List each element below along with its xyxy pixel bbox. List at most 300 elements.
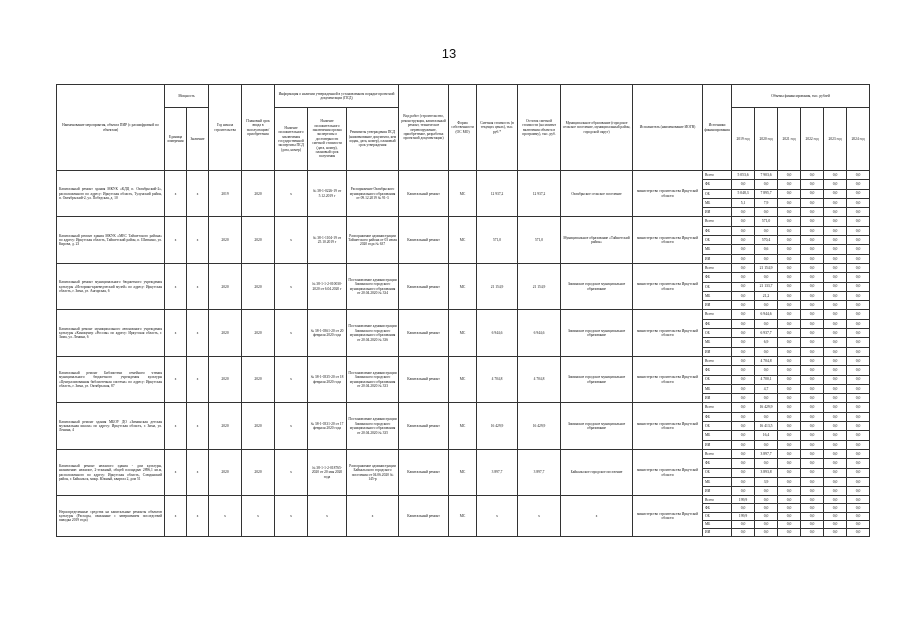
funding-amount: 0,0 — [732, 180, 755, 189]
col-volumes: Объемы финансирования, тыс. рублей — [732, 85, 870, 108]
funding-amount: 0,0 — [847, 504, 870, 512]
funding-amount: 0,0 — [847, 291, 870, 300]
funding-source: МБ — [703, 338, 732, 347]
capacity-unit: х — [165, 263, 187, 309]
remaining-cost: 21 154,9 — [518, 263, 561, 309]
funding-amount: 0,0 — [824, 245, 847, 254]
funding-amount: 0,0 — [801, 477, 824, 486]
expertise-conclusion: х — [275, 263, 308, 309]
funding-amount: 0,0 — [847, 301, 870, 310]
funding-amount: 0,0 — [847, 338, 870, 347]
funding-amount: 0,0 — [732, 273, 755, 282]
funding-amount: 0,0 — [801, 422, 824, 431]
funding-amount: 0,0 — [755, 301, 778, 310]
funding-amount: 0,0 — [732, 412, 755, 421]
funding-amount: 0,0 — [778, 236, 801, 245]
col-source: Источники финансирования — [703, 85, 732, 171]
funding-amount: 0,0 — [824, 226, 847, 235]
funding-amount: 0,0 — [732, 263, 755, 272]
table-row — [57, 171, 870, 180]
funding-amount: 0,0 — [755, 273, 778, 282]
funding-amount: 0,0 — [732, 422, 755, 431]
funding-amount: 0,0 — [778, 171, 801, 180]
funding-amount: 0,0 — [847, 263, 870, 272]
table-row — [57, 310, 870, 319]
funding-amount: 0,0 — [778, 366, 801, 375]
funding-source: ОБ — [703, 329, 732, 338]
funding-amount: 0,0 — [824, 310, 847, 319]
col-ownership: Форма собственности (ОС МО) — [449, 85, 477, 171]
reliability-conclusion: № 38-1-0361-20 от 20 февраля 2020 года — [308, 310, 347, 356]
funding-amount: 0,0 — [847, 384, 870, 393]
funding-amount: 0,6 — [755, 245, 778, 254]
expertise-conclusion: х — [275, 217, 308, 263]
funding-source: ИИ — [703, 254, 732, 263]
funding-amount: 0,0 — [847, 329, 870, 338]
funding-amount: 3 897,7 — [755, 449, 778, 458]
funding-amount: 0,0 — [732, 217, 755, 226]
table-row — [57, 217, 870, 226]
funding-amount: 6 944,6 — [755, 310, 778, 319]
work-type: Капитальный ремонт — [399, 356, 449, 402]
funding-source: ИИ — [703, 528, 732, 536]
executor: министерство строительства Иркутской области — [633, 449, 703, 495]
remaining-cost: 12 937,2 — [518, 171, 561, 217]
funding-amount: 0,0 — [847, 236, 870, 245]
funding-amount: 0,0 — [801, 412, 824, 421]
funding-source: ФБ — [703, 226, 732, 235]
executor: министерство строительства Иркутской области — [633, 356, 703, 402]
funding-amount: 0,0 — [755, 459, 778, 468]
reliability-conclusion: № 38-1-1104-19 от 25.10.2019 г — [308, 217, 347, 263]
funding-amount: 0,0 — [732, 338, 755, 347]
col-year: 2024 год — [847, 108, 870, 171]
funding-amount: 0,0 — [824, 291, 847, 300]
funding-amount: 0,0 — [755, 226, 778, 235]
funding-amount: 0,0 — [755, 487, 778, 496]
funding-amount: 0,0 — [755, 412, 778, 421]
funding-source: МБ — [703, 431, 732, 440]
funding-amount: 0,0 — [732, 468, 755, 477]
funding-amount: 0,0 — [847, 449, 870, 458]
funding-amount: 5 048,3 — [732, 189, 755, 198]
municipality: Зиминское городское муниципальное образование — [561, 403, 633, 449]
funding-amount: 0,0 — [824, 520, 847, 528]
funding-amount: 0,0 — [801, 496, 824, 504]
funding-amount: 0,0 — [778, 347, 801, 356]
funding-amount: 4,7 — [755, 384, 778, 393]
build-year: 2019 — [209, 171, 242, 217]
funding-amount: 0,0 — [801, 301, 824, 310]
funding-amount: 0,0 — [824, 254, 847, 263]
funding-amount: 0,0 — [755, 319, 778, 328]
col-psd: Реквизиты утверждения ПСД (наименование документа, кем издан, дата, номер), плановый срок утверждения — [347, 108, 399, 171]
funding-amount: 0,0 — [801, 226, 824, 235]
col-year: 2022 год — [801, 108, 824, 171]
funding-amount: 6,9 — [755, 338, 778, 347]
funding-amount: 0,0 — [732, 487, 755, 496]
funding-amount: 0,0 — [847, 319, 870, 328]
funding-amount: 0,0 — [847, 512, 870, 520]
funding-amount: 0,0 — [801, 512, 824, 520]
funding-amount: 0,0 — [778, 180, 801, 189]
funding-amount: 0,0 — [824, 189, 847, 198]
col-capacity: Мощность — [165, 85, 209, 108]
funding-source: Всего — [703, 496, 732, 504]
funding-amount: 7 895,7 — [755, 189, 778, 198]
funding-amount: 0,0 — [801, 356, 824, 365]
psd-details: Распоряжение администрации Тайшетского района от 03 июля 2020 года № 637 — [347, 217, 399, 263]
funding-source: ФБ — [703, 273, 732, 282]
funding-amount: 0,0 — [778, 319, 801, 328]
object-name: Нераспределенные средства на капитальные ремонты объектов культуры (Расходы, связанные с завершением последствий паводка 2019 года) — [57, 496, 165, 536]
funding-amount: 0,0 — [847, 180, 870, 189]
funding-amount: 4 704,8 — [755, 356, 778, 365]
funding-amount: 0,0 — [755, 366, 778, 375]
funding-amount: 0,0 — [801, 449, 824, 458]
funding-amount: 0,0 — [732, 375, 755, 384]
funding-amount: 0,0 — [824, 504, 847, 512]
funding-amount: 0,0 — [847, 487, 870, 496]
funding-amount: 0,0 — [778, 282, 801, 291]
funding-amount: 0,0 — [778, 504, 801, 512]
funding-amount: 0,0 — [801, 263, 824, 272]
page-number: 13 — [441, 46, 457, 61]
funding-amount: 0,0 — [824, 394, 847, 403]
funding-amount: 0,0 — [847, 273, 870, 282]
funding-amount: 0,0 — [755, 254, 778, 263]
funding-amount: 0,0 — [778, 422, 801, 431]
work-type: Капитальный ремонт — [399, 310, 449, 356]
estimated-cost: 571,0 — [477, 217, 518, 263]
funding-amount: 4 700,1 — [755, 375, 778, 384]
funding-amount: 0,0 — [778, 403, 801, 412]
capacity-value: х — [187, 356, 209, 402]
object-name: Капитальный ремонт муниципального бюджетного учреждения культуры «Историко-краеведческий музей» по адресу: Иркутская область, г. Зима, ул. Ангарская, 6 — [57, 263, 165, 309]
executor: министерство строительства Иркутской области — [633, 171, 703, 217]
funding-source: МБ — [703, 520, 732, 528]
funding-amount: 0,0 — [824, 384, 847, 393]
table-row — [57, 403, 870, 412]
funding-amount: 0,0 — [847, 282, 870, 291]
funding-amount: 0,0 — [801, 487, 824, 496]
object-name: Капитальный ремонт здания МБОУ ДО «Зиминская детская музыкальная школа» по адресу: Иркутская область, г. Зима, ул. Ленина, 4 — [57, 403, 165, 449]
capacity-value: х — [187, 217, 209, 263]
capacity-unit: х — [165, 171, 187, 217]
funding-amount: 0,0 — [732, 226, 755, 235]
work-type: Капитальный ремонт — [399, 449, 449, 495]
funding-amount: 0,0 — [847, 347, 870, 356]
funding-amount: 0,0 — [824, 366, 847, 375]
ownership: МС — [449, 310, 477, 356]
executor: министерство строительства Иркутской области — [633, 310, 703, 356]
funding-amount: 0,0 — [801, 504, 824, 512]
col-executor: Исполнитель (наименование ИОГВ) — [633, 85, 703, 171]
funding-amount: 0,0 — [732, 459, 755, 468]
col-remaining-cost: Остаток сметной стоимости (на момент включения объекта в программу), тыс. руб. — [518, 85, 561, 171]
build-year: 2020 — [209, 403, 242, 449]
funding-amount: 7 903,6 — [755, 171, 778, 180]
funding-amount: 0,0 — [801, 394, 824, 403]
funding-amount: 0,0 — [824, 217, 847, 226]
funding-amount: 0,0 — [847, 412, 870, 421]
funding-amount: 0,0 — [732, 394, 755, 403]
funding-amount: 0,0 — [755, 512, 778, 520]
funding-source: ОБ — [703, 189, 732, 198]
funding-amount: 199,9 — [732, 512, 755, 520]
funding-source: Всего — [703, 310, 732, 319]
funding-amount: 0,0 — [732, 504, 755, 512]
funding-amount: 0,0 — [824, 459, 847, 468]
col-year: 2019 год — [732, 108, 755, 171]
funding-amount: 0,0 — [824, 282, 847, 291]
funding-amount: 0,0 — [824, 412, 847, 421]
funding-source: Всего — [703, 449, 732, 458]
funding-amount: 0,0 — [755, 520, 778, 528]
expertise-conclusion: х — [275, 171, 308, 217]
municipality: Октябрьское сельское поселение — [561, 171, 633, 217]
funding-amount: 0,0 — [755, 180, 778, 189]
work-type: Капитальный ремонт — [399, 496, 449, 536]
psd-details: Постановление администрации Зиминского городского муниципального образования от 20.04.2020 № 333 — [347, 356, 399, 402]
build-year: 2020 — [209, 263, 242, 309]
funding-amount: 0,0 — [801, 459, 824, 468]
funding-source: ОБ — [703, 282, 732, 291]
funding-source: ОБ — [703, 236, 732, 245]
table-row — [57, 356, 870, 365]
funding-amount: 0,0 — [732, 254, 755, 263]
funding-amount: 0,0 — [824, 319, 847, 328]
funding-amount: 0,0 — [732, 319, 755, 328]
funding-amount: 0,0 — [824, 477, 847, 486]
funding-amount: 0,0 — [801, 520, 824, 528]
ownership: МС — [449, 263, 477, 309]
object-name: Капитальный ремонт здания МКУК «КДЦ п. Октябрьский-2», расположенного по адресу: Иркутская область, Тулунский район, п. Октябрьский-2, ул. Победская, д. 10 — [57, 171, 165, 217]
funding-amount: 0,0 — [847, 356, 870, 365]
work-type: Капитальный ремонт — [399, 171, 449, 217]
funding-amount: 0,0 — [732, 301, 755, 310]
funding-amount: 0,0 — [847, 198, 870, 207]
funding-source: ФБ — [703, 412, 732, 421]
funding-amount: 0,0 — [847, 496, 870, 504]
funding-amount: 0,0 — [778, 263, 801, 272]
funding-amount: 0,0 — [778, 226, 801, 235]
capacity-unit: х — [165, 496, 187, 536]
work-type: Капитальный ремонт — [399, 217, 449, 263]
funding-amount: 0,0 — [732, 208, 755, 217]
funding-amount: 0,0 — [824, 273, 847, 282]
build-year: х — [209, 496, 242, 536]
financing-table — [56, 84, 870, 537]
remaining-cost: 16 429,9 — [518, 403, 561, 449]
funding-amount: 0,0 — [778, 208, 801, 217]
funding-amount: 0,0 — [755, 440, 778, 449]
funding-amount: 0,0 — [778, 291, 801, 300]
executor: министерство строительства Иркутской области — [633, 263, 703, 309]
funding-amount: 0,0 — [824, 301, 847, 310]
funding-source: Всего — [703, 356, 732, 365]
funding-amount: 0,0 — [801, 366, 824, 375]
capacity-value: х — [187, 496, 209, 536]
funding-amount: 0,0 — [824, 180, 847, 189]
acquisition-year: 2020 — [242, 171, 275, 217]
funding-amount: 0,0 — [801, 282, 824, 291]
funding-amount: 0,0 — [778, 468, 801, 477]
funding-amount: 5,1 — [732, 198, 755, 207]
funding-amount: 0,0 — [824, 198, 847, 207]
funding-amount: 0,0 — [824, 496, 847, 504]
psd-details: Распоряжение администрации Байкальского городского поселения от 04.06.2020 № 145-р — [347, 449, 399, 495]
funding-amount: 0,0 — [801, 329, 824, 338]
psd-details: Постановление администрации Зиминского городского муниципального образования от 20.04.2020 № 334 — [347, 263, 399, 309]
funding-amount: 0,0 — [732, 384, 755, 393]
psd-details: х — [347, 496, 399, 536]
funding-source: ФБ — [703, 366, 732, 375]
funding-source: ИИ — [703, 440, 732, 449]
build-year: 2020 — [209, 356, 242, 402]
funding-amount: 0,0 — [801, 403, 824, 412]
funding-amount: 0,0 — [847, 310, 870, 319]
psd-details: Постановление администрации Зиминского городского муниципального образования от 20.04.2020 № 335 — [347, 403, 399, 449]
col-value: Значение — [187, 108, 209, 171]
ownership: МС — [449, 171, 477, 217]
col-year: 2021 год — [778, 108, 801, 171]
funding-amount: 21 154,9 — [755, 263, 778, 272]
funding-amount: 0,0 — [847, 468, 870, 477]
funding-amount: 0,0 — [847, 528, 870, 536]
funding-amount: 0,0 — [732, 347, 755, 356]
expertise-conclusion: х — [275, 356, 308, 402]
funding-amount: 0,0 — [755, 208, 778, 217]
funding-amount: 0,0 — [801, 440, 824, 449]
funding-amount: 0,0 — [801, 291, 824, 300]
funding-amount: 0,0 — [847, 459, 870, 468]
funding-amount: 0,0 — [847, 477, 870, 486]
funding-amount: 16 429,9 — [755, 403, 778, 412]
table-row — [57, 449, 870, 458]
funding-amount: 0,0 — [732, 356, 755, 365]
funding-amount: 0,0 — [847, 208, 870, 217]
build-year: 2020 — [209, 310, 242, 356]
funding-amount: 0,0 — [824, 431, 847, 440]
funding-source: ИИ — [703, 301, 732, 310]
col-municipality: Муниципальное образование (городское сельское поселение, муниципальный район, городской округ) — [561, 85, 633, 171]
funding-amount: 0,0 — [847, 375, 870, 384]
acquisition-year: 2020 — [242, 263, 275, 309]
estimated-cost: 3 897,7 — [477, 449, 518, 495]
funding-amount: 0,0 — [847, 431, 870, 440]
remaining-cost: 6 944,6 — [518, 310, 561, 356]
funding-source: МБ — [703, 477, 732, 486]
col-year: 2020 год — [755, 108, 778, 171]
funding-amount: 0,0 — [732, 403, 755, 412]
funding-amount: 0,0 — [801, 468, 824, 477]
funding-amount: 0,0 — [847, 440, 870, 449]
funding-amount: 0,0 — [778, 459, 801, 468]
funding-amount: 0,0 — [755, 496, 778, 504]
capacity-value: х — [187, 263, 209, 309]
funding-amount: 0,0 — [801, 319, 824, 328]
expertise-conclusion: х — [275, 310, 308, 356]
funding-amount: 0,0 — [824, 403, 847, 412]
funding-amount: 0,0 — [778, 412, 801, 421]
funding-amount: 0,0 — [847, 403, 870, 412]
object-name: Капитальный ремонт здания МКУК «МЕС Тайшетского района» по адресу: Иркутская область, Тайшетский район, п. Шиткино, ул. Кирова, д. 23 — [57, 217, 165, 263]
funding-amount: 0,0 — [778, 496, 801, 504]
funding-amount: 0,0 — [755, 347, 778, 356]
estimated-cost: х — [477, 496, 518, 536]
table-row — [57, 263, 870, 272]
funding-amount: 0,0 — [732, 477, 755, 486]
reliability-conclusion: № 38-1-0331-20 от 17 февраля 2020 года — [308, 403, 347, 449]
funding-amount: 0,0 — [824, 440, 847, 449]
funding-source: Всего — [703, 217, 732, 226]
funding-amount: 0,0 — [778, 487, 801, 496]
funding-amount: 0,0 — [778, 198, 801, 207]
municipality: Зиминское городское муниципальное образование — [561, 310, 633, 356]
table-body — [57, 171, 870, 537]
funding-amount: 0,0 — [847, 226, 870, 235]
funding-amount: 0,0 — [801, 180, 824, 189]
funding-amount: 0,0 — [847, 366, 870, 375]
funding-amount: 0,0 — [778, 273, 801, 282]
funding-amount: 0,0 — [824, 263, 847, 272]
funding-amount: 0,0 — [732, 366, 755, 375]
ownership: МС — [449, 496, 477, 536]
funding-source: МБ — [703, 384, 732, 393]
funding-amount: 6 937,7 — [755, 329, 778, 338]
capacity-value: х — [187, 403, 209, 449]
capacity-unit: х — [165, 217, 187, 263]
reliability-conclusion: № 38-1-1-2-010030-2020 от 6.04.2020 г — [308, 263, 347, 309]
funding-amount: 0,0 — [778, 375, 801, 384]
funding-amount: 199,9 — [732, 496, 755, 504]
funding-amount: 0,0 — [801, 236, 824, 245]
funding-amount: 0,0 — [824, 422, 847, 431]
funding-amount: 0,0 — [732, 431, 755, 440]
funding-amount: 0,0 — [847, 245, 870, 254]
ownership: МС — [449, 449, 477, 495]
funding-source: ФБ — [703, 180, 732, 189]
expertise-conclusion: х — [275, 403, 308, 449]
funding-source: ОБ — [703, 512, 732, 520]
funding-amount: 0,0 — [778, 449, 801, 458]
ownership: МС — [449, 356, 477, 402]
funding-amount: 7,9 — [755, 198, 778, 207]
reliability-conclusion: № 38-1-0226-19 от 5.12.2019 г — [308, 171, 347, 217]
funding-amount: 571,0 — [755, 217, 778, 226]
funding-amount: 0,0 — [732, 310, 755, 319]
table-row — [57, 496, 870, 504]
municipality: х — [561, 496, 633, 536]
funding-amount: 0,0 — [824, 347, 847, 356]
funding-source: ОБ — [703, 468, 732, 477]
funding-amount: 0,0 — [824, 487, 847, 496]
funding-amount: 0,0 — [824, 528, 847, 536]
funding-source: ИИ — [703, 487, 732, 496]
object-name: Капитальный ремонт муниципального автономного учреждения культуры «Киноцентр «Россия» по адресу: Иркутская область, г. Зима, ул. Ленина, 6 — [57, 310, 165, 356]
funding-amount: 0,0 — [824, 356, 847, 365]
funding-amount: 0,0 — [801, 254, 824, 263]
funding-amount: 0,0 — [824, 375, 847, 384]
funding-source: ОБ — [703, 422, 732, 431]
acquisition-year: 2020 — [242, 449, 275, 495]
funding-amount: 0,0 — [732, 245, 755, 254]
executor: министерство строительства Иркутской области — [633, 403, 703, 449]
funding-amount: 0,0 — [778, 477, 801, 486]
funding-amount: 0,0 — [778, 384, 801, 393]
funding-amount: 0,0 — [801, 189, 824, 198]
